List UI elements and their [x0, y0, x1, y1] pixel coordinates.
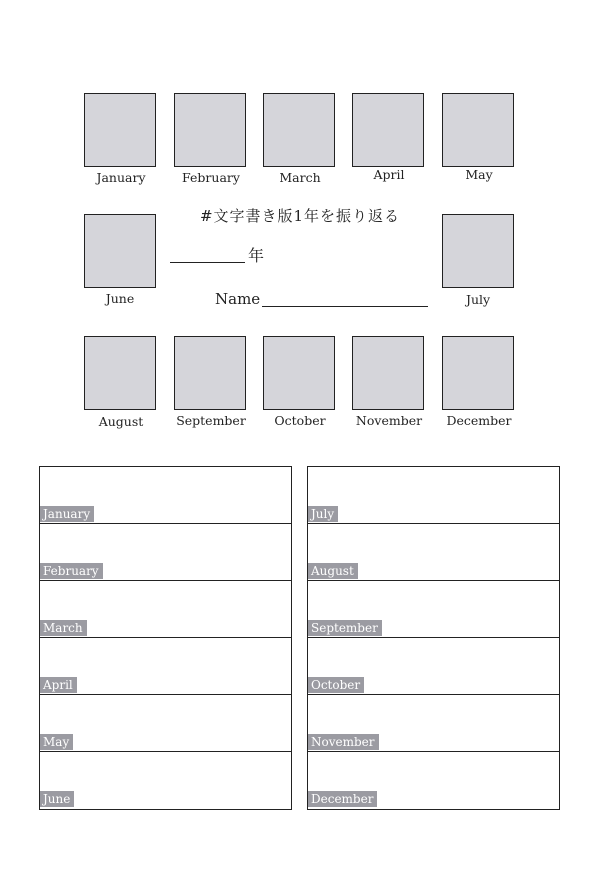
- row-tag: June: [40, 791, 74, 807]
- month-label-september: September: [176, 413, 246, 428]
- row-tag: July: [308, 506, 338, 522]
- table-row: [40, 695, 291, 752]
- year-input-line: [170, 262, 245, 263]
- table-row: [308, 467, 559, 524]
- month-box-february: [174, 93, 246, 167]
- month-label-march: March: [279, 170, 321, 185]
- table-row: [40, 581, 291, 638]
- table-row: [308, 524, 559, 581]
- month-box-may: [442, 93, 514, 167]
- row-tag: April: [40, 677, 77, 693]
- table-left: [39, 466, 292, 810]
- month-box-july: [442, 214, 514, 288]
- table-row: [308, 638, 559, 695]
- row-tag: February: [40, 563, 103, 579]
- row-tag: May: [40, 734, 73, 750]
- row-tag: November: [308, 734, 379, 750]
- month-box-november: [352, 336, 424, 410]
- row-tag: January: [40, 506, 94, 522]
- month-label-january: January: [96, 170, 146, 185]
- row-tag: October: [308, 677, 364, 693]
- month-box-january: [84, 93, 156, 167]
- month-label-june: June: [105, 291, 135, 306]
- month-label-july: July: [465, 292, 491, 307]
- table-row: [308, 581, 559, 638]
- month-label-november: November: [355, 413, 423, 428]
- row-tag: December: [308, 791, 377, 807]
- table-row: [40, 752, 291, 808]
- name-input-line: [262, 306, 428, 307]
- row-tag: March: [40, 620, 87, 636]
- month-box-september: [174, 336, 246, 410]
- month-box-october: [263, 336, 335, 410]
- row-tag: September: [308, 620, 382, 636]
- table-right: [307, 466, 560, 810]
- table-row: [308, 752, 559, 808]
- row-tag: August: [308, 563, 358, 579]
- month-box-december: [442, 336, 514, 410]
- month-label-august: August: [98, 414, 144, 429]
- month-box-march: [263, 93, 335, 167]
- name-label: Name: [215, 290, 261, 308]
- month-box-april: [352, 93, 424, 167]
- month-label-february: February: [182, 170, 240, 185]
- table-row: [40, 524, 291, 581]
- month-label-december: December: [446, 413, 512, 428]
- month-label-may: May: [465, 167, 493, 182]
- page-title: #文字書き版1年を振り返る: [199, 207, 401, 225]
- month-label-april: April: [373, 167, 405, 182]
- year-label: 年: [248, 246, 265, 265]
- table-row: [308, 695, 559, 752]
- table-row: [40, 638, 291, 695]
- month-label-october: October: [274, 413, 326, 428]
- month-box-august: [84, 336, 156, 410]
- month-box-june: [84, 214, 156, 288]
- table-row: [40, 467, 291, 524]
